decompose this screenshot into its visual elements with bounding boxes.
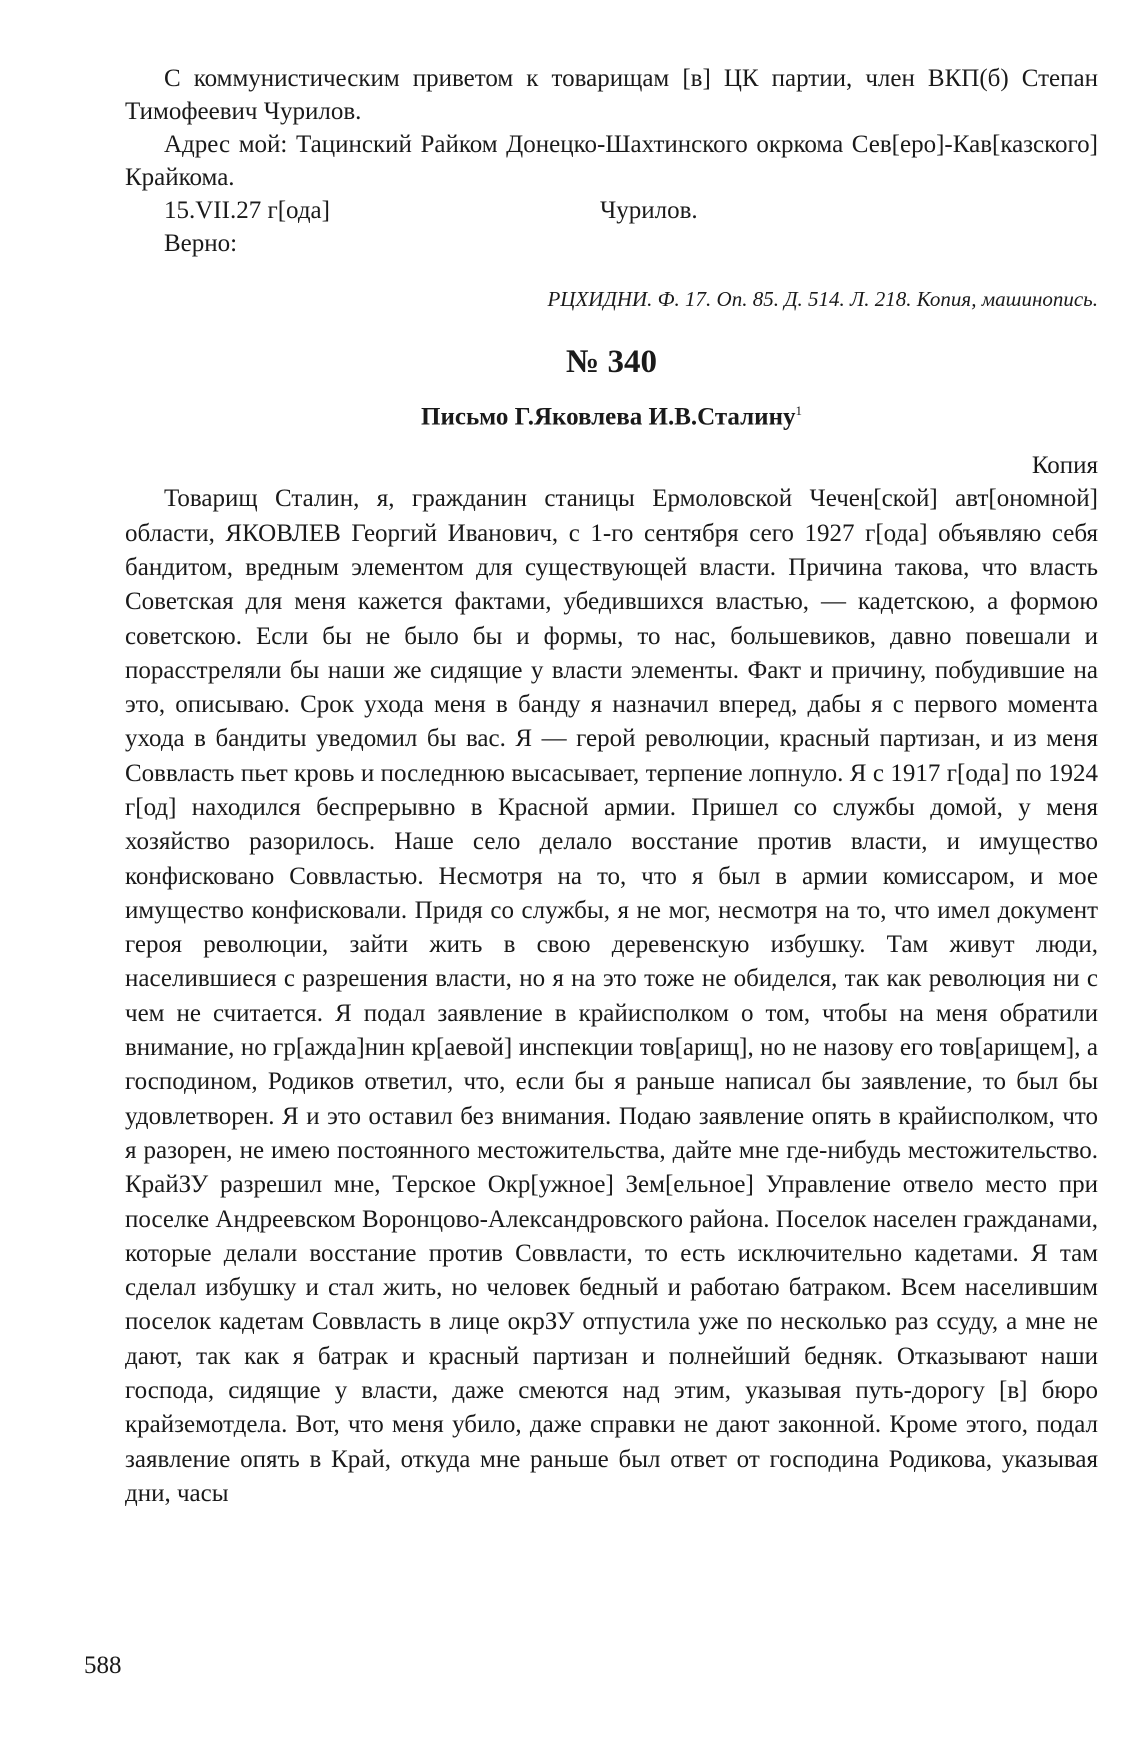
closing-greeting: С коммунистическим приветом к товарищам [в] ЦК партии, член ВКП(б) Степан Тимофеевич Чурилов. [125,65,1098,125]
copy-mark: Копия [1031,452,1098,480]
letter-body [125,482,1098,1511]
date-signature-row [125,194,1098,227]
signature: Чурилов. [600,197,698,224]
letter-date: 15.VII.27 г[ода] [164,197,330,224]
archive-source: РЦХИДНИ. Ф. 17. Оп. 85. Д. 514. Л. 218. Копия, машинопись. [547,287,1098,311]
page-content [125,62,1098,1511]
page-number: 588 [84,1652,122,1679]
document-title [125,394,1098,433]
document-number: № 340 [566,344,657,380]
certification-label: Верно: [164,230,238,257]
document-title-text: Письмо Г.Яковлева И.В.Сталину [421,403,796,431]
footnote-marker: 1 [795,403,802,418]
sender-address: Адрес мой: Тацинский Райком Донецко-Шахтинского окркома Сев[еро]-Кав[казского] Крайкома. [125,131,1098,191]
letter-body-paragraph: Товарищ Сталин, я, гражданин станицы Ермоловской Чечен[ской] авт[ономной] области, ЯКОВЛЕВ Георгий Иванович, с 1-го сентября сего 1927 г[ода] объявляю себя бандитом, вредным элементом для существующей власти. Причина такова, что власть Советская для меня кажется фактами, убедившихся властью, — кадетскою, а формою советскою. Если бы не было бы и формы, то нас, большевиков, давно повешали и порасстреляли бы наши же сидящие у власти элементы. Факт и причину, побудившие на это, описываю. Срок ухода меня в банду я назначил вперед, дабы я с первого момента ухода в бандиты уведомил бы вас. Я — герой революции, красный партизан, и из меня Соввласть пьет кровь и последнюю высасывает, терпение лопнуло. Я с 1917 г[ода] по 1924 г[од] находился беспрерывно в Красной армии. Пришел со службы домой, у меня хозяйство разорилось. Наше село делало восстание против власти, и имущество конфисковано Соввластью. Несмотря на то, что я был в армии комиссаром, и мое имущество конфисковали. Придя со службы, я не мог, несмотря на то, что имел документ героя революции, зайти жить в свою деревенскую избушку. Там живут люди, населившиеся с разрешения власти, но я на это тоже не обиделся, так как революция ни с чем не считается. Я подал заявление в крайисполком о том, чтобы на меня обратили внимание, но гр[ажда]нин кр[аевой] инспекции тов[арищ], но не назову его тов[арищем], а господином, Родиков ответил, что, если бы я раньше написал бы заявление, то был бы удовлетворен. Я и это оставил без внимания. Подаю заявление опять в крайисполком, что я разорен, не имею постоянного местожительства, дайте мне где-нибудь местожительство. КрайЗУ разрешил мне, Терское Окр[ужное] Зем[ельное] Управление отвело место при поселке Андреевском Воронцово-Александровского района. Поселок населен гражданами, которые делали восстание против Соввласти, то есть исключительно кадетами. Я там сделал избушку и стал жить, но человек бедный и работаю батраком. Всем населившим поселок кадетам Соввласть в лице окрЗУ отпустила уже по несколько раз ссуду, а мне не дают, так как я батрак и красный партизан и полнейший бедняк. Отказывают наши господа, сидящие у власти, даже смеются над этим, указывая путь-дорогу [в] бюро крайземотдела. Вот, что меня убило, даже справки не дают законной. Кроме этого, подал заявление опять в Край, откуда мне раньше был ответ от господина Родикова, указывая дни, часы [125,485,1098,1507]
